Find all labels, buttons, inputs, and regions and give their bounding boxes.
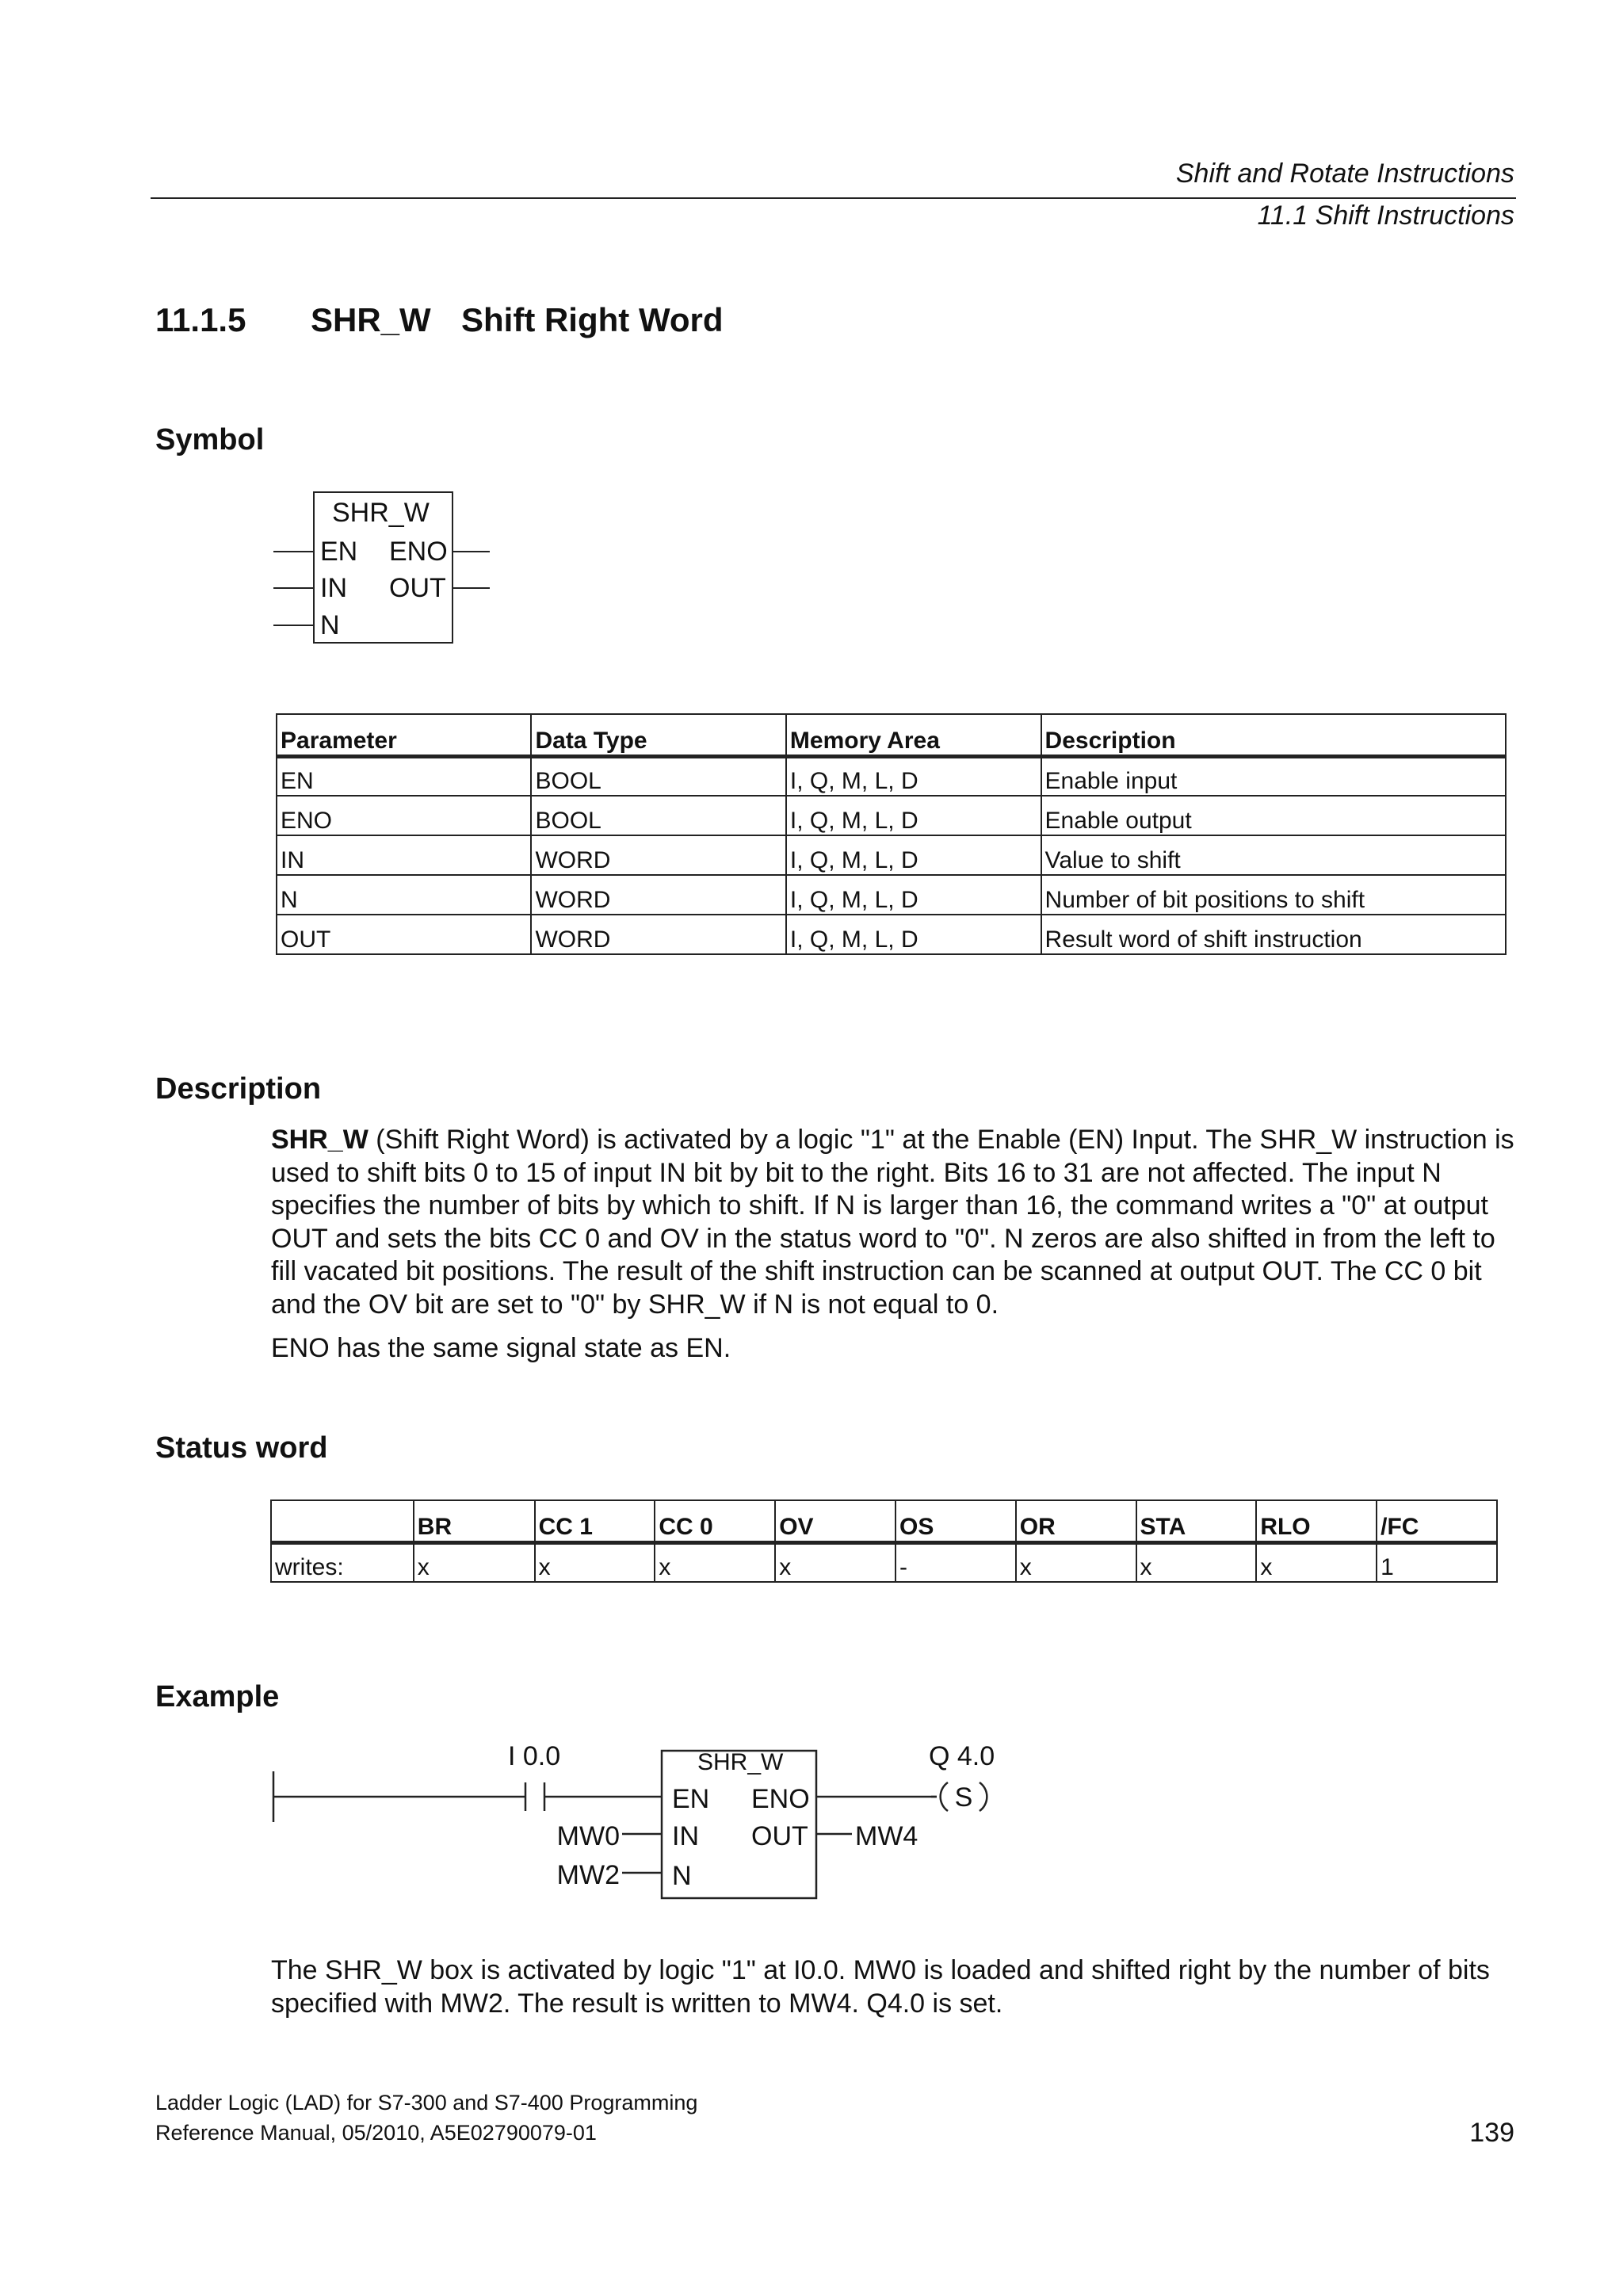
status-header-cc0: CC 0 xyxy=(655,1500,775,1542)
instruction-title: Shift Right Word xyxy=(461,301,724,338)
symbol-heading: Symbol xyxy=(155,423,265,457)
table-cell: ENO xyxy=(277,796,531,835)
table-row xyxy=(277,756,1506,796)
table-cell: x xyxy=(1016,1542,1136,1582)
status-header-os: OS xyxy=(896,1500,1016,1542)
in-operand: MW0 xyxy=(556,1821,620,1851)
table-cell: WORD xyxy=(531,875,785,915)
example-heading: Example xyxy=(155,1680,280,1713)
symbol-pin-n: N xyxy=(320,610,340,640)
example-pin-in: IN xyxy=(672,1821,699,1851)
symbol-pin-in: IN xyxy=(320,573,347,603)
table-cell: - xyxy=(896,1542,1016,1582)
table-row xyxy=(277,915,1506,954)
table-cell: x xyxy=(775,1542,896,1582)
symbol-line-in xyxy=(273,587,313,589)
table-cell: I, Q, M, L, D xyxy=(786,835,1041,875)
table-cell: IN xyxy=(277,835,531,875)
running-header-section: 11.1 Shift Instructions xyxy=(1257,201,1514,231)
table-cell: x xyxy=(655,1542,775,1582)
running-header-chapter: Shift and Rotate Instructions xyxy=(1175,159,1514,189)
n-operand: MW2 xyxy=(556,1860,620,1890)
status-header-br: BR xyxy=(414,1500,535,1542)
example-caption: The SHR_W box is activated by logic "1" at I0.0. MW0 is loaded and shifted right by the number of bits specified with MW2. The result is written to MW4. Q4.0 is set. xyxy=(271,1955,1490,2019)
coil-type: S xyxy=(954,1782,973,1813)
status-header-rlo: RLO xyxy=(1256,1500,1377,1542)
page-number: 139 xyxy=(1469,2118,1514,2148)
description-paragraph xyxy=(271,1124,1519,1321)
coil-left-arc xyxy=(941,1782,948,1811)
footer-line1: Ladder Logic (LAD) for S7-300 and S7-400 Programming xyxy=(155,2091,698,2115)
status-header-or: OR xyxy=(1016,1500,1136,1542)
datatype-header: Data Type xyxy=(531,714,785,756)
section-number: 11.1.5 xyxy=(155,301,246,338)
status-word-table xyxy=(270,1499,1498,1583)
status-word-heading: Status word xyxy=(155,1431,328,1465)
table-cell: I, Q, M, L, D xyxy=(786,915,1041,954)
out-operand: MW4 xyxy=(855,1821,918,1851)
table-cell: WORD xyxy=(531,915,785,954)
table-cell: I, Q, M, L, D xyxy=(786,875,1041,915)
table-cell: Number of bit positions to shift xyxy=(1041,875,1506,915)
status-header-sta: STA xyxy=(1136,1500,1257,1542)
description-heading: Description xyxy=(155,1072,322,1106)
status-header-cc1: CC 1 xyxy=(535,1500,655,1542)
table-cell: WORD xyxy=(531,835,785,875)
status-header-ov: OV xyxy=(775,1500,896,1542)
symbol-box-title: SHR_W xyxy=(332,498,430,528)
table-row xyxy=(277,875,1506,915)
table-cell: I, Q, M, L, D xyxy=(786,796,1041,835)
table-cell: x xyxy=(1256,1542,1377,1582)
example-pin-en: EN xyxy=(672,1784,710,1814)
table-cell: Enable output xyxy=(1041,796,1506,835)
instruction-name: SHR_W xyxy=(311,301,431,338)
table-cell: BOOL xyxy=(531,756,785,796)
symbol-line-eno xyxy=(453,551,490,552)
header-rule xyxy=(151,197,1516,199)
example-box-title: SHR_W xyxy=(697,1749,784,1775)
status-header-blank xyxy=(271,1500,414,1542)
coil-label: Q 4.0 xyxy=(929,1741,995,1771)
section-title xyxy=(155,301,723,339)
example-pin-n: N xyxy=(672,1861,692,1891)
ladder-diagram xyxy=(262,1732,1022,1914)
table-cell: Value to shift xyxy=(1041,835,1506,875)
table-cell: Enable input xyxy=(1041,756,1506,796)
param-header: Parameter xyxy=(277,714,531,756)
description-lead: SHR_W xyxy=(271,1125,369,1155)
table-cell: Result word of shift instruction xyxy=(1041,915,1506,954)
table-cell: x xyxy=(1136,1542,1257,1582)
table-cell: I, Q, M, L, D xyxy=(786,756,1041,796)
table-cell: N xyxy=(277,875,531,915)
contact-label: I 0.0 xyxy=(508,1741,561,1771)
table-cell: BOOL xyxy=(531,796,785,835)
symbol-line-out xyxy=(453,587,490,589)
table-row xyxy=(271,1542,1497,1582)
status-header-fc: /FC xyxy=(1377,1500,1497,1542)
symbol-pin-en: EN xyxy=(320,537,358,567)
description-header: Description xyxy=(1041,714,1506,756)
table-cell: OUT xyxy=(277,915,531,954)
coil-right-arc xyxy=(980,1782,987,1811)
table-cell: x xyxy=(535,1542,655,1582)
table-cell: EN xyxy=(277,756,531,796)
status-row-label: writes: xyxy=(271,1542,414,1582)
memory-area-header: Memory Area xyxy=(786,714,1041,756)
eno-note: ENO has the same signal state as EN. xyxy=(271,1333,731,1363)
example-pin-eno: ENO xyxy=(751,1784,810,1814)
table-cell: x xyxy=(414,1542,535,1582)
table-cell: 1 xyxy=(1377,1542,1497,1582)
table-row xyxy=(277,835,1506,875)
description-body: (Shift Right Word) is activated by a logic "1" at the Enable (EN) Input. The SHR_W instruction is used to shift bits 0 to 15 of input IN bit by bit to the right. Bits 16 to 31 are not affected. The input N specifies the number of bits by which to shift. If N is larger than 16, the command writes a "0" at output OUT and sets the bits CC 0 and OV in the status word to "0". N zeros are also shifted in from the left to fill vacated bit positions. The result of the shift instruction can be scanned at output OUT. The CC 0 bit and the OV bit are set to "0" by SHR_W if N is not equal to 0. xyxy=(271,1125,1514,1320)
symbol-pin-eno: ENO xyxy=(389,537,448,567)
example-pin-out: OUT xyxy=(751,1821,808,1851)
symbol-line-en xyxy=(273,551,313,552)
symbol-line-n xyxy=(273,625,313,626)
table-row xyxy=(277,796,1506,835)
parameter-table xyxy=(276,713,1507,955)
footer-line2: Reference Manual, 05/2010, A5E02790079-01 xyxy=(155,2121,597,2145)
symbol-pin-out: OUT xyxy=(389,573,446,603)
